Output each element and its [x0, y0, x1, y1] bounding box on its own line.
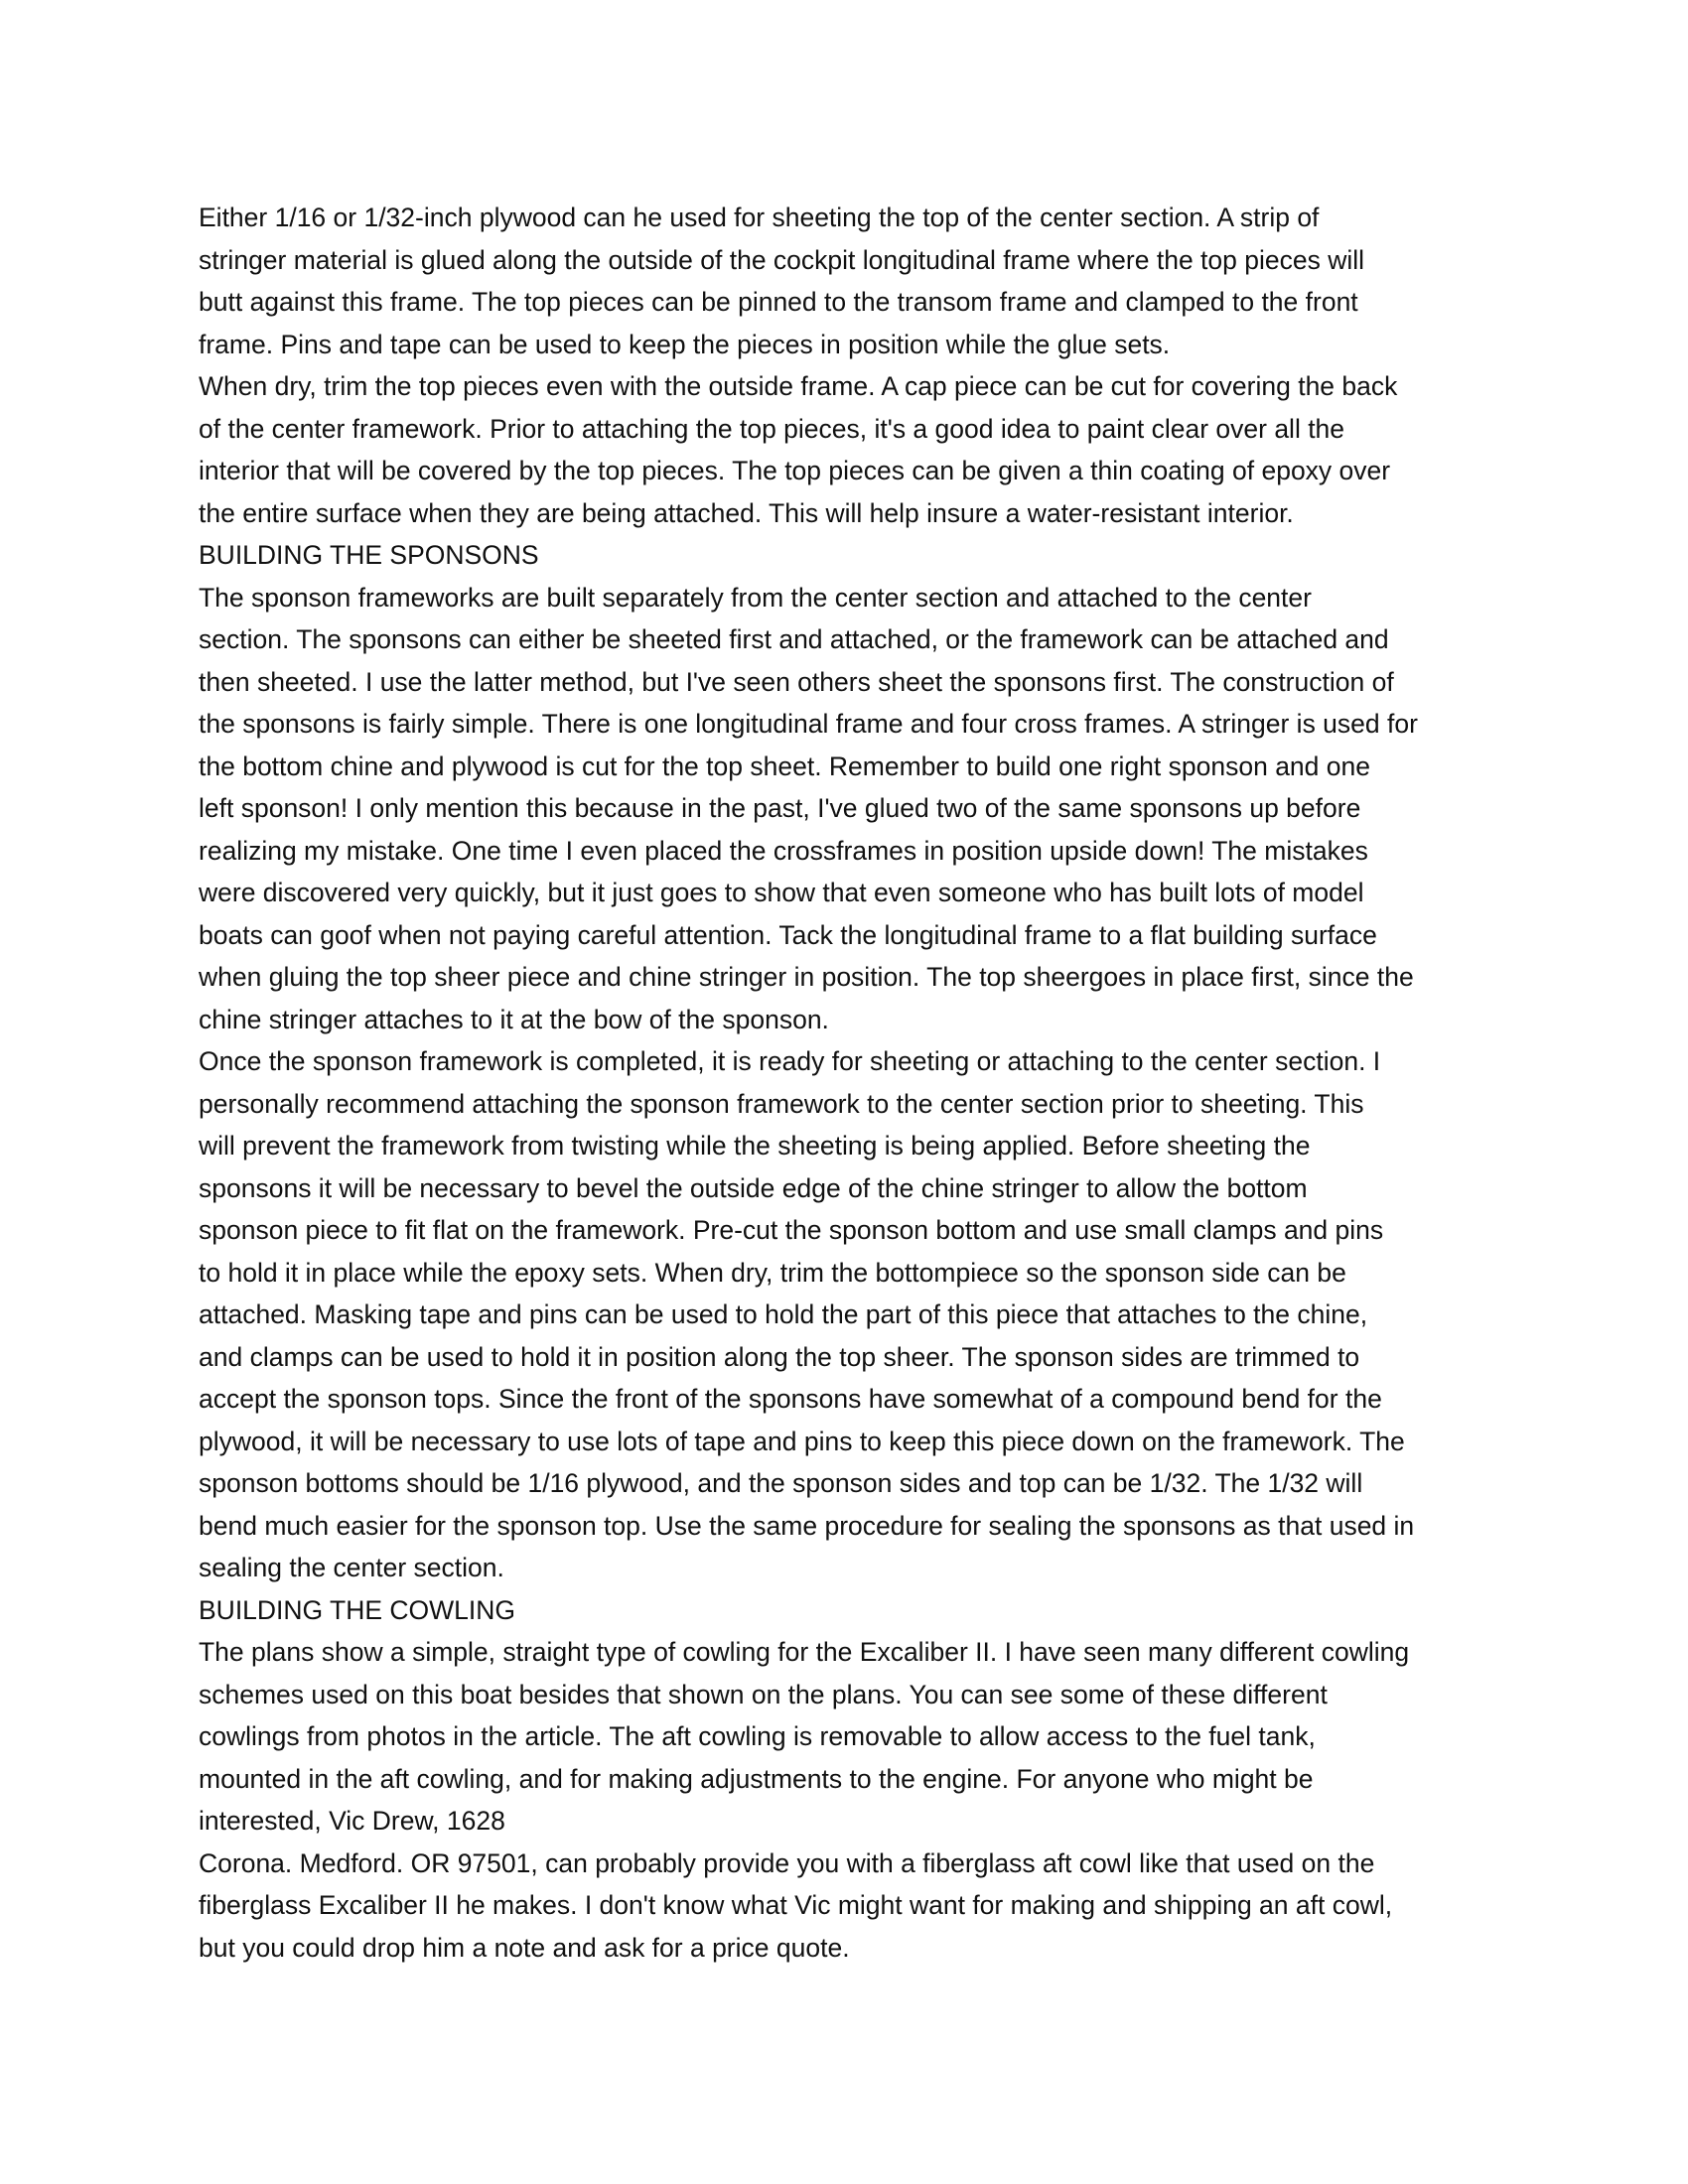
paragraph-sponson-frameworks	[199, 577, 1499, 1041]
text-line: chine stringer attaches to it at the bow of the sponson.	[199, 1004, 829, 1034]
text-line: The plans show a simple, straight type of cowling for the Excaliber II. I have seen many different cowling	[199, 1637, 1410, 1667]
paragraph-top-sheeting	[199, 197, 1499, 365]
heading-building-sponsons	[199, 534, 1499, 577]
paragraph-trim-top-pieces	[199, 365, 1499, 534]
text-line: left sponson! I only mention this because in the past, I've glued two of the same sponsons up before	[199, 793, 1361, 823]
text-line: butt against this frame. The top pieces can be pinned to the transom frame and clamped to the front	[199, 287, 1358, 317]
text-line: boats can goof when not paying careful attention. Tack the longitudinal frame to a flat building surface	[199, 919, 1377, 950]
text-line: interior that will be covered by the top pieces. The top pieces can be given a thin coating of epoxy over	[199, 456, 1391, 485]
text-line: sponson bottoms should be 1/16 plywood, and the sponson sides and top can be 1/32. The 1/32 will	[199, 1468, 1363, 1498]
text-line: stringer material is glued along the outside of the cockpit longitudinal frame where the top pieces will	[199, 244, 1365, 275]
text-line: but you could drop him a note and ask for a price quote.	[199, 1932, 850, 1963]
text-line: sponsons it will be necessary to bevel the outside edge of the chine stringer to allow the bottom	[199, 1172, 1308, 1203]
text-line: interested, Vic Drew, 1628	[199, 1806, 505, 1836]
text-line: the entire surface when they are being attached. This will help insure a water-resistant interior.	[199, 497, 1294, 528]
text-line: Either 1/16 or 1/32-inch plywood can he used for sheeting the top of the center section. A strip of	[199, 203, 1320, 232]
paragraph-fiberglass-cowl	[199, 1843, 1499, 1970]
text-line: Corona. Medford. OR 97501, can probably provide you with a fiberglass aft cowl like that used on the	[199, 1847, 1375, 1878]
text-line: then sheeted. I use the latter method, but I've seen others sheet the sponsons first. The construction of	[199, 666, 1394, 697]
heading-building-cowling	[199, 1589, 1499, 1632]
text-line: sponson piece to fit flat on the framework. Pre-cut the sponson bottom and use small clamps and pins	[199, 1215, 1384, 1245]
text-line: When dry, trim the top pieces even with the outside frame. A cap piece can be cut for covering the back	[199, 371, 1398, 401]
text-line: cowlings from photos in the article. The aft cowling is removable to allow access to the fuel tank,	[199, 1721, 1316, 1751]
text-line: The sponson frameworks are built separately from the center section and attached to the center	[199, 582, 1312, 613]
text-line: section. The sponsons can either be sheeted first and attached, or the framework can be attached and	[199, 624, 1389, 654]
text-line: bend much easier for the sponson top. Use the same procedure for sealing the sponsons as that used in	[199, 1510, 1415, 1541]
text-line: realizing my mistake. One time I even placed the crossframes in position upside down! The mistakes	[199, 835, 1368, 866]
text-line: the bottom chine and plywood is cut for the top sheet. Remember to build one right sponson and one	[199, 751, 1370, 781]
paragraph-cowling	[199, 1631, 1499, 1843]
text-line: will prevent the framework from twisting while the sheeting is being applied. Before sheeting the	[199, 1131, 1311, 1160]
text-line: plywood, it will be necessary to use lots of tape and pins to keep this piece down on the framework. The	[199, 1426, 1405, 1456]
document-body	[199, 197, 1499, 1969]
section-heading: BUILDING THE SPONSONS	[199, 540, 539, 570]
text-line: were discovered very quickly, but it just goes to show that even someone who has built lots of model	[199, 878, 1364, 907]
text-line: Once the sponson framework is completed, it is ready for sheeting or attaching to the center section. I	[199, 1046, 1381, 1076]
text-line: when gluing the top sheer piece and chine stringer in position. The top sheergoes in place first, since the	[199, 962, 1414, 992]
text-line: of the center framework. Prior to attaching the top pieces, it's a good idea to paint clear over all the	[199, 413, 1345, 444]
text-line: schemes used on this boat besides that shown on the plans. You can see some of these different	[199, 1679, 1328, 1709]
section-heading: BUILDING THE COWLING	[199, 1594, 516, 1625]
text-line: personally recommend attaching the sponson framework to the center section prior to sheeting. This	[199, 1088, 1364, 1119]
text-line: to hold it in place while the epoxy sets. When dry, trim the bottompiece so the sponson side can be	[199, 1257, 1346, 1288]
text-line: sealing the center section.	[199, 1553, 504, 1582]
text-line: attached. Masking tape and pins can be used to hold the part of this piece that attaches to the chine,	[199, 1299, 1368, 1329]
text-line: fiberglass Excaliber II he makes. I don't know what Vic might want for making and shipping an aft cowl,	[199, 1890, 1393, 1920]
text-line: accept the sponson tops. Since the front of the sponsons have somewhat of a compound bend for the	[199, 1384, 1382, 1414]
text-line: mounted in the aft cowling, and for making adjustments to the engine. For anyone who might be	[199, 1763, 1314, 1794]
text-line: and clamps can be used to hold it in position along the top sheer. The sponson sides are trimmed to	[199, 1341, 1360, 1372]
paragraph-sponson-sheeting	[199, 1040, 1499, 1589]
text-line: frame. Pins and tape can be used to keep the pieces in position while the glue sets.	[199, 329, 1171, 359]
text-line: the sponsons is fairly simple. There is one longitudinal frame and four cross frames. A stringer is used for	[199, 709, 1418, 739]
